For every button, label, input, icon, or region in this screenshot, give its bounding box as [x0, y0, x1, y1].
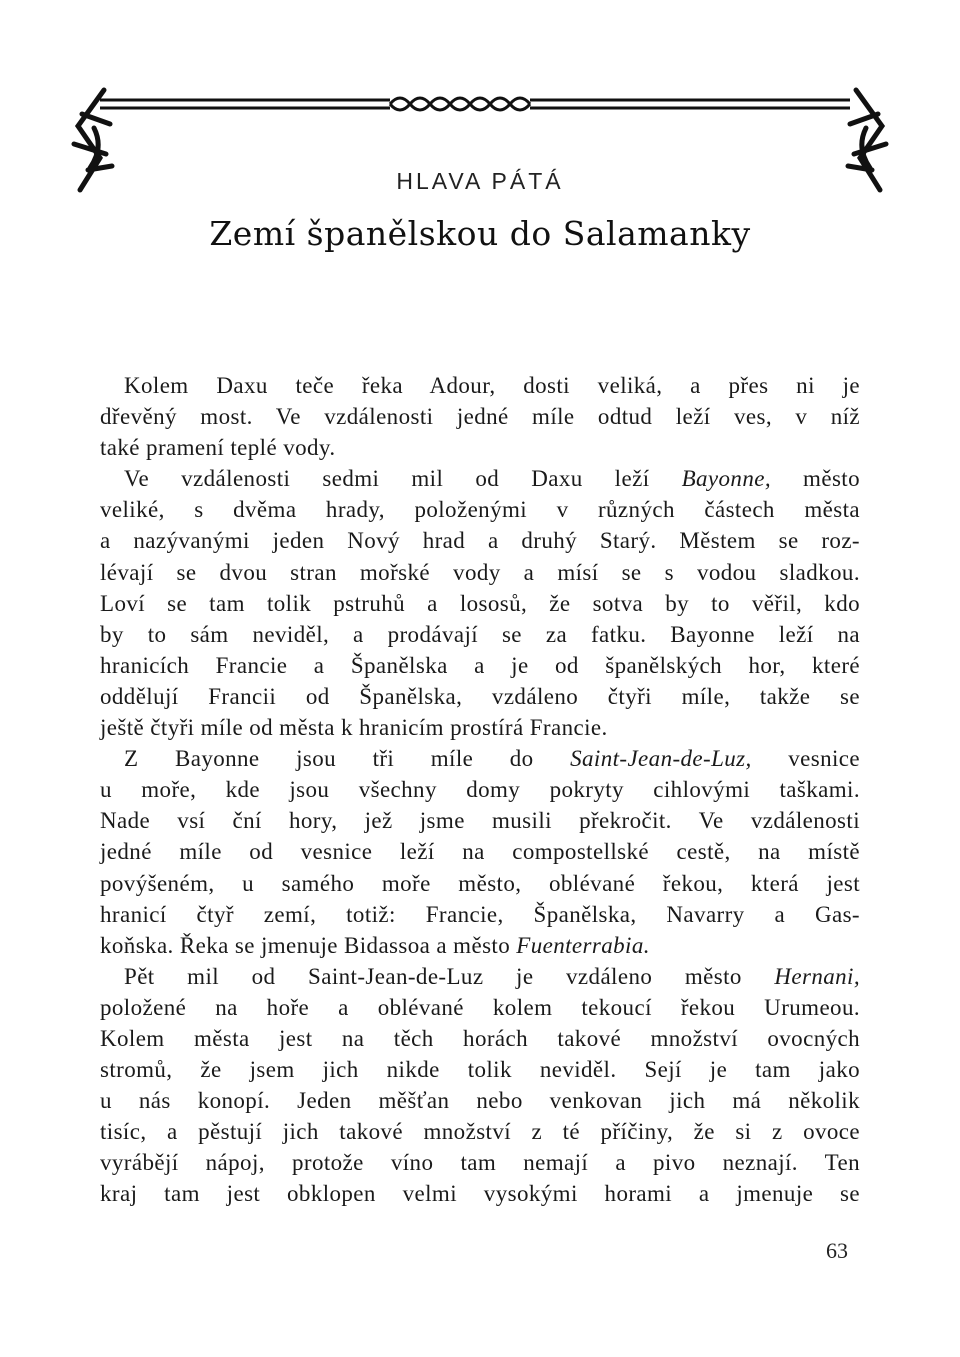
text-line: hranicí čtyř zemí, totiž: Francie, Španělska, Navarry a Gas-	[100, 901, 860, 927]
text-line: hranicích Francie a Španělska a je od španělských hor, které	[100, 652, 860, 678]
text-line: stromů, že jsem jich nikde tolik neviděl. Sejí je tam jako	[100, 1057, 860, 1083]
text-line: povýšeném, u samého moře město, oblévané řekou, která jest	[100, 870, 860, 896]
text-line: ještě čtyři míle od města k hranicím prostírá Francie.	[100, 715, 608, 741]
text-line: veliké, s dvěma hrady, položenými v různých částech města	[100, 497, 860, 523]
text-line: kraj tam jest obklopen velmi vysokými horami a jmenuje se	[100, 1181, 860, 1207]
text-line: vyrábějí nápoj, protože víno tam nemají a pivo neznají. Ten	[100, 1150, 860, 1176]
text-line: jedné míle od vesnice leží na compostellské cestě, na místě	[100, 839, 860, 865]
text-line: Nade vsí ční hory, jež jsme musili překročit. Ve vzdálenosti	[100, 808, 860, 834]
text-line: položené na hoře a oblévané kolem tekoucí řekou Urumeou.	[100, 994, 860, 1020]
page-number: 63	[826, 1238, 848, 1263]
body-text	[100, 370, 860, 1210]
text-line: oddělují Francii od Španělska, vzdáleno čtyři míle, takže se	[100, 683, 860, 709]
text-line: by to sám neviděl, a prodávají se za fatku. Bayonne leží na	[100, 621, 860, 647]
text-line: u nás konopí. Jeden měšťan nebo venkovan jich má několik	[100, 1088, 860, 1114]
text-line: a nazývanými jeden Nový hrad a druhý Starý. Městem se roz-	[100, 528, 860, 554]
text-line: Loví se tam tolik pstruhů a lososů, že sotva by to věřil, kdo	[100, 590, 860, 616]
text-line: u moře, kde jsou všechny domy pokryty cihlovými taškami.	[100, 777, 860, 803]
chapter-heading: HLAVA PÁTÁ	[396, 168, 564, 194]
text-line: také pramení teplé vody.	[100, 435, 336, 461]
text-line: lévají se dvou stran mořské vody a mísí se s vodou sladkou.	[100, 559, 860, 585]
text-line: tisíc, a pěstují jich takové množství z té příčiny, že si z ovoce	[100, 1119, 860, 1145]
text-line: Kolem Daxu teče řeka Adour, dosti veliká, a přes ni je	[124, 373, 860, 398]
text-line: Z Bayonne jsou tři míle do Saint-Jean-de-Luz, vesnice	[124, 746, 860, 772]
text-line: dřevěný most. Ve vzdálenosti jedné míle odtud leží ves, v níž	[100, 404, 860, 430]
chapter-title: Zemí španělskou do Salamanky	[209, 214, 751, 253]
text-line: Pět mil od Saint-Jean-de-Luz je vzdáleno město Hernani,	[124, 963, 860, 989]
text-line: koňska. Řeka se jmenuje Bidassoa a město Fuenterrabia.	[100, 932, 650, 958]
text-line: Ve vzdálenosti sedmi mil od Daxu leží Bayonne, město	[124, 466, 860, 492]
text-line: Kolem města jest na těch horách takové množství ovocných	[100, 1025, 860, 1051]
